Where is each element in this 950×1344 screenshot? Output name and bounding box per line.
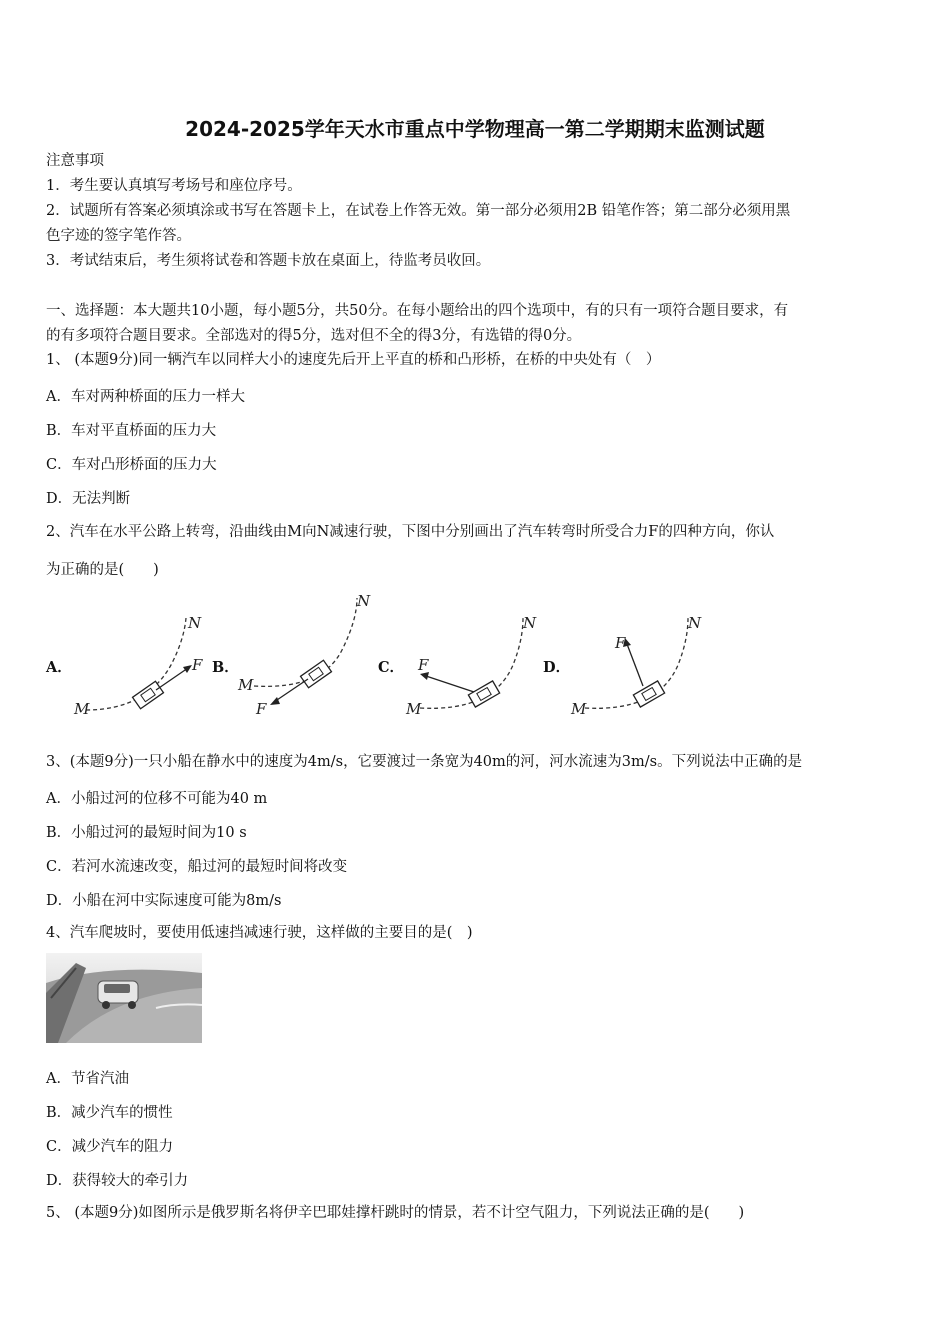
label-m: M [571,700,587,718]
q1-option-a: A．车对两种桥面的压力一样大 [46,389,245,405]
notice-item: 1．考生要认真填写考场号和座位序号。 [46,178,302,194]
section-intro: 的有多项符合题目要求。全部选对的得5分，选对但不全的得3分，有选错的得0分。 [46,328,582,344]
question-2-stem-cont: 为正确的是( ) [46,562,159,578]
q4-option-a: A．节省汽油 [46,1071,129,1087]
question-5-stem: 5、 (本题9分)如图所示是俄罗斯名将伊辛巴耶娃撑杆跳时的情景，若不计空气阻力，下列说法正确的是( ) [46,1205,745,1221]
label-f: F [615,634,626,652]
question-3-stem: 3、(本题9分)一只小船在静水中的速度为4m/s，它要渡过一条宽为40m的河，河水流速为3m/s。下列说法中正确的是 [46,754,803,770]
label-m: M [238,676,254,694]
car-icon [301,660,332,688]
label-f: F [256,700,267,718]
q1-option-c: C．车对凸形桥面的压力大 [46,457,217,473]
figure-c [398,610,548,720]
label-m: M [406,700,422,718]
label-m: M [74,700,90,718]
q1-option-b: B．车对平直桥面的压力大 [46,423,217,439]
page-title: 2024-2025学年天水市重点中学物理高一第二学期期末监测试题 [185,117,765,141]
question-1-stem: 1、 (本题9分)同一辆汽车以同样大小的速度先后开上平直的桥和凸形桥，在桥的中央处有（ ） [46,352,661,368]
figure-d [563,610,713,720]
car-icon [468,681,499,707]
figure-b-label: B． [212,659,239,676]
figure-c-label: C． [378,659,405,676]
notice-item: 3．考试结束后，考生须将试卷和答题卡放在桌面上，待监考员收回。 [46,253,491,269]
car-on-slope-photo [46,953,202,1043]
car-icon [133,681,164,709]
notice-item: 2．试题所有答案必须填涂或书写在答题卡上，在试卷上作答无效。第一部分必须用2B 铅笔作答；第二部分必须用黑 [46,203,791,219]
figure-d-label: D． [543,659,571,676]
q4-option-b: B．减少汽车的惯性 [46,1105,173,1121]
figure-a-label: A． [46,659,72,676]
q3-option-a: A．小船过河的位移不可能为40 m [46,791,268,807]
q3-option-d: D．小船在河中实际速度可能为8m/s [46,893,282,909]
q1-option-d: D．无法判断 [46,491,131,507]
notice-item: 色字迹的签字笔作答。 [46,228,191,244]
notice-heading: 注意事项 [46,153,104,169]
section-intro: 一、选择题：本大题共10小题，每小题5分，共50分。在每小题给出的四个选项中，有的只有一项符合题目要求，有 [46,303,789,319]
label-n: N [188,614,202,632]
question-4-stem: 4、汽车爬坡时，要使用低速挡减速行驶，这样做的主要目的是( ) [46,925,473,941]
figure-a [66,610,216,720]
q4-option-d: D．获得较大的牵引力 [46,1173,189,1189]
q3-option-c: C．若河水流速改变，船过河的最短时间将改变 [46,859,348,875]
label-n: N [523,614,537,632]
question-2-stem: 2、汽车在水平公路上转弯，沿曲线由M向N减速行驶，下图中分别画出了汽车转弯时所受合力F的四种方向，你认 [46,524,775,540]
figure-b [232,590,382,720]
label-n: N [357,592,371,610]
car-icon [633,681,664,707]
label-n: N [688,614,702,632]
q3-option-b: B．小船过河的最短时间为10 s [46,825,247,841]
q4-option-c: C．减少汽车的阻力 [46,1139,174,1155]
label-f: F [192,656,203,674]
label-f: F [418,656,429,674]
